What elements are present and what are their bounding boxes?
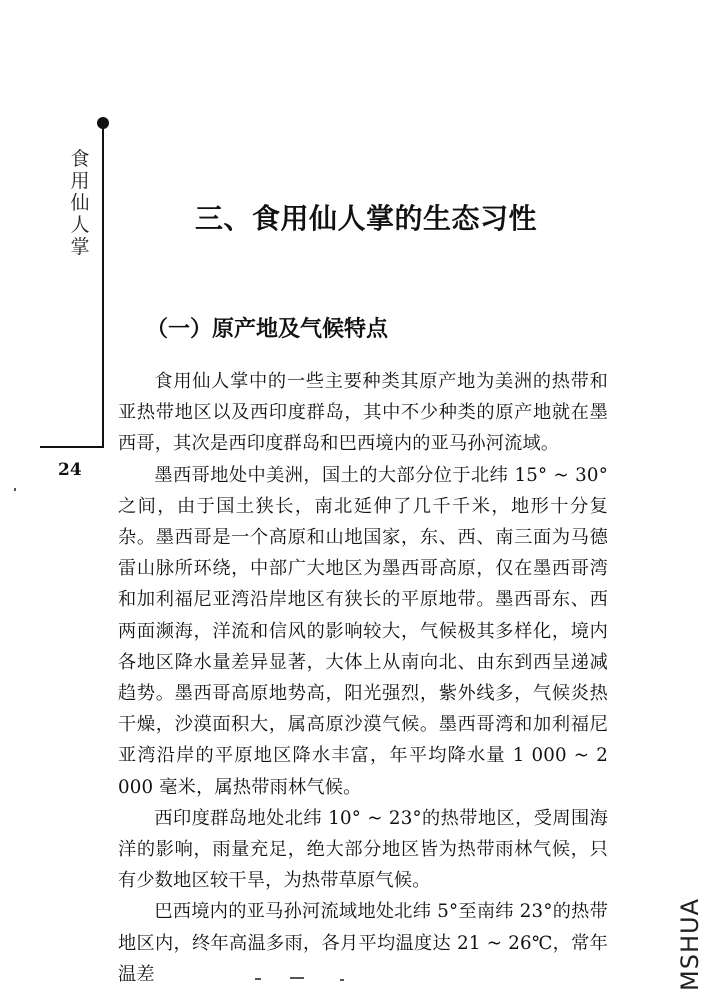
paragraph-mexico: 墨西哥地处中美洲，国土的大部分位于北纬 15° ~ 30°之间，由于国土狭长，南北延伸了几千千米，地形十分复杂。墨西哥是一个高原和山地国家，东、西、南三面为马德雷山脉所环绕，中部广大地区为墨西哥高原，仅在墨西哥湾和加利福尼亚湾沿岸地区有狭长的平原地带。墨西哥东、西两面濒海，洋流和信风的影响较大，气候极其多样化，境内各地区降水量差异显著，大体上从南向北、由东到西呈递减趋势。墨西哥高原地势高，阳光强烈，紫外线多，气候炎热干燥，沙漠面积大，属高原沙漠气候。墨西哥湾和加利福尼亚湾沿岸的平原地区降水丰富，年平均降水量 1 000 ~ 2 000 毫米，属热带雨林气候。 <box>118 464 608 798</box>
scan-speck <box>290 977 304 979</box>
body-text <box>118 366 608 990</box>
paragraph-west-indies: 西印度群岛地处北纬 10° ~ 23°的热带地区，受周围海洋的影响，雨量充足，绝大部分地区皆为热带雨林气候，只有少数地区较干旱，为热带草原气候。 <box>118 807 608 892</box>
scan-speck <box>340 979 344 981</box>
paragraph-brazil: 巴西境内的亚马孙河流域地处北纬 5°至南纬 23°的热带地区内，终年高温多雨，各月平均温度达 21 ~ 26℃，常年温差 <box>118 901 608 985</box>
scan-speck <box>14 488 16 491</box>
scan-speck <box>255 978 261 980</box>
margin-rule-horizontal <box>40 446 104 448</box>
page-number: 24 <box>58 460 82 480</box>
section-title: （一）原产地及气候特点 <box>146 317 389 342</box>
paragraph-origin: 食用仙人掌中的一些主要种类其原产地为美洲的热带和亚热带地区以及西印度群岛，其中不少种类的原产地就在墨西哥，其次是西印度群岛和巴西境内的亚马孙河流域。 <box>118 371 608 455</box>
chapter-title: 三、食用仙人掌的生态习性 <box>195 202 538 235</box>
watermark: MSHUA <box>676 898 704 991</box>
margin-rule-vertical <box>102 128 104 448</box>
running-title: 食用仙人掌 <box>70 148 90 258</box>
